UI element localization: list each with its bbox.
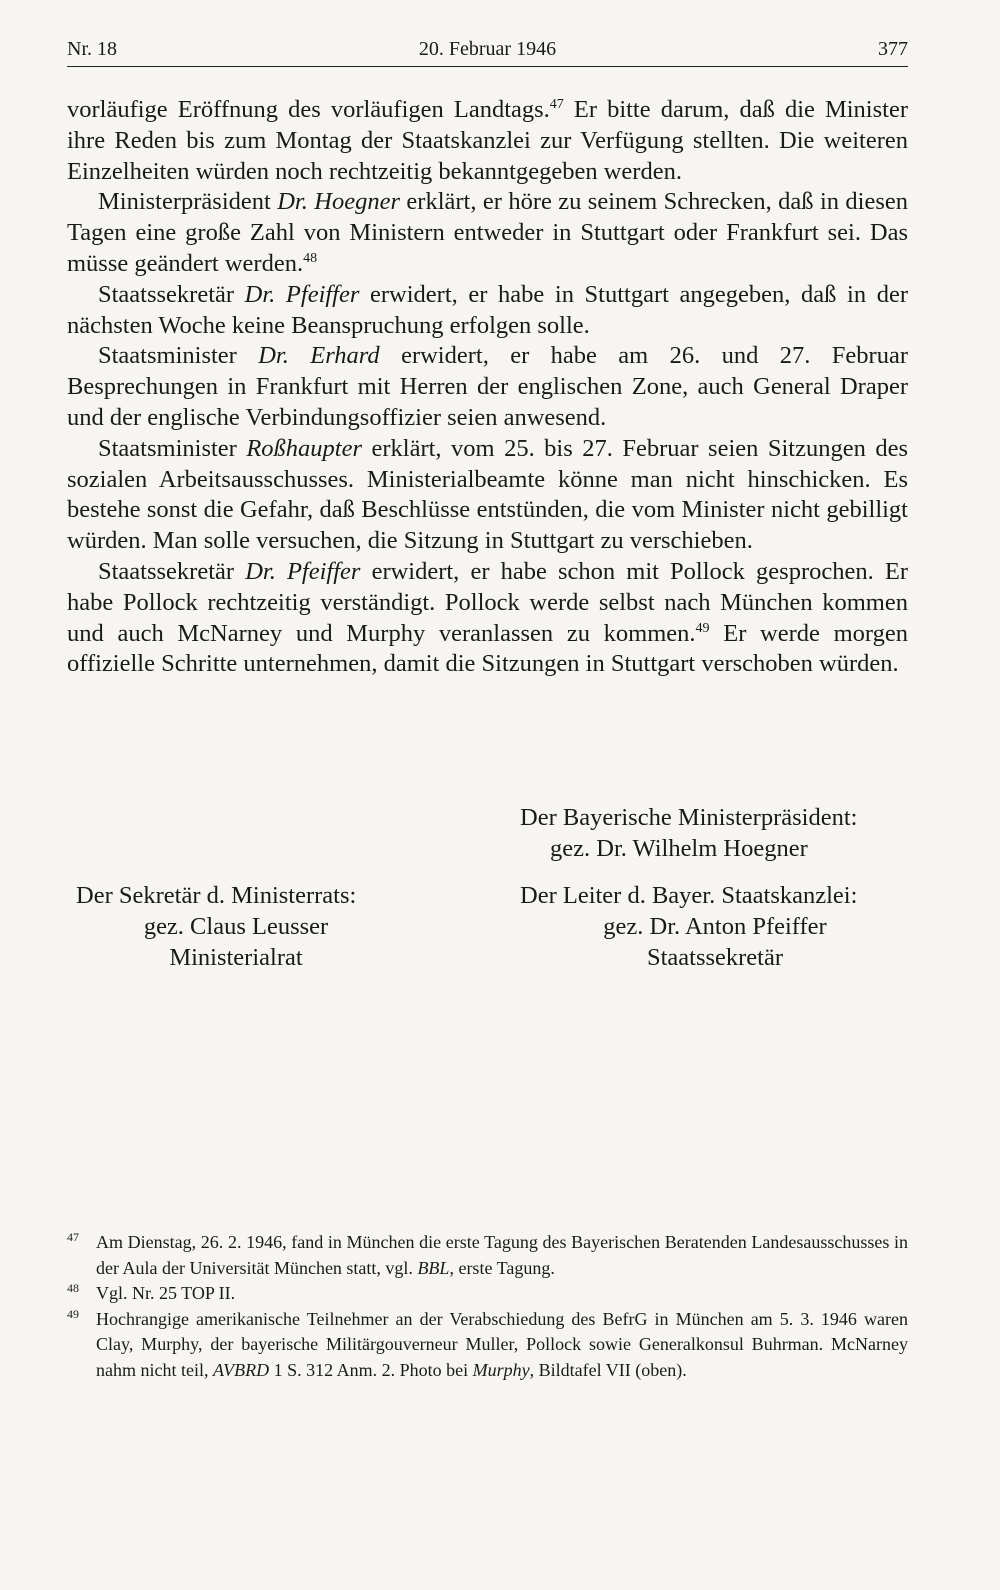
issue-number: Nr. 18: [67, 38, 117, 60]
paragraph: Staatsminister Roßhaupter erklärt, vom 25. bis 27. Februar seien Sitzungen des sozialen Arbeitsausschusses. Ministerialbeamte könne man nicht hinschicken. Es bestehe sonst die Gefahr, daß Beschlüsse entstünden, die vom Minister nicht gebilligt würden. Man solle versuchen, die Sitzung in Stuttgart zu verschieben.: [67, 434, 908, 555]
signature-minister-president: Der Bayerische Ministerpräsident: gez. Dr. Wilhelm Hoegner: [520, 804, 858, 862]
footnote-48: 48 Vgl. Nr. 25 TOP II.: [67, 1281, 236, 1303]
speaker-name: Dr. Pfeiffer: [244, 280, 360, 308]
footnote-ref[interactable]: 49: [695, 620, 710, 636]
page-number: 377: [878, 38, 908, 60]
footnote-ref[interactable]: 48: [303, 250, 318, 266]
speaker-name: Roßhaupter: [246, 434, 362, 462]
paragraph: Staatssekretär Dr. Pfeiffer erwidert, er habe schon mit Pollock gesprochen. Er habe Pollock rechtzeitig verständigt. Pollock werde selbst nach München kommen und auch McNarney und Murphy veranlassen zu kommen.$^{49}$ Er werde morgen offizielle Schritte unternehmen, damit die Sitzungen in Stuttgart verschoben würden.: [67, 557, 908, 678]
header-date: 20. Februar 1946: [418, 38, 557, 60]
footnote-49: 49 Hochrangige amerikanische Teilnehmer an der Verabschiedung des BefrG in München am 5. 3. 1946 waren Clay, Murphy, der bayerische Militärgouverneur Muller, Pollock sowie Generalkonsul Buhrman. McNarney nahm nicht teil, AVBRD 1 S. 312 Anm. 2. Photo bei Murphy, Bildtafel VII (oben).: [67, 1306, 908, 1380]
body-text: [67, 95, 908, 680]
signature-secretary: Der Sekretär d. Ministerrats: gez. Claus Leusser Ministerialrat: [76, 882, 357, 971]
paragraph: Staatsminister Dr. Erhard erwidert, er habe am 26. und 27. Februar Besprechungen in Frankfurt mit Herren der englischen Zone, auch General Draper und der englische Verbindungsoffizier seien anwesend.: [67, 342, 908, 431]
running-header: [67, 36, 908, 67]
footnote-47: 47 Am Dienstag, 26. 2. 1946, fand in München die erste Tagung des Bayerischen Beratenden Landesausschusses in der Aula der Universität München statt, vgl. BBL, erste Tagung.: [67, 1230, 908, 1278]
paragraph: Ministerpräsident Dr. Hoegner erklärt, er höre zu seinem Schrecken, daß in diesen Tagen eine große Zahl von Ministern entweder in Stuttgart oder Frankfurt sei. Das müsse geändert werden.$^{48}$: [67, 188, 908, 277]
footnote-ref[interactable]: 47: [549, 96, 564, 112]
speaker-name: Dr. Erhard: [258, 342, 380, 370]
signature-chancellery-head: Der Leiter d. Bayer. Staatskanzlei: gez. Dr. Anton Pfeiffer Staatssekretär: [520, 882, 858, 971]
speaker-name: Dr. Hoegner: [277, 188, 401, 216]
paragraph: Staatssekretär Dr. Pfeiffer erwidert, er habe in Stuttgart angegeben, daß in der nächsten Woche keine Beanspruchung erfolgen solle.: [67, 280, 908, 339]
footnotes: [67, 1230, 908, 1383]
paragraph: vorläufige Eröffnung des vorläufigen Landtags.$^{47}$ Er bitte darum, daß die Minister ihre Reden bis zum Montag der Staatskanzlei zur Verfügung stellten. Die weiteren Einzelheiten würden noch rechtzeitig bekanntgegeben werden.: [67, 96, 908, 185]
speaker-name: Dr. Pfeiffer: [245, 557, 361, 585]
